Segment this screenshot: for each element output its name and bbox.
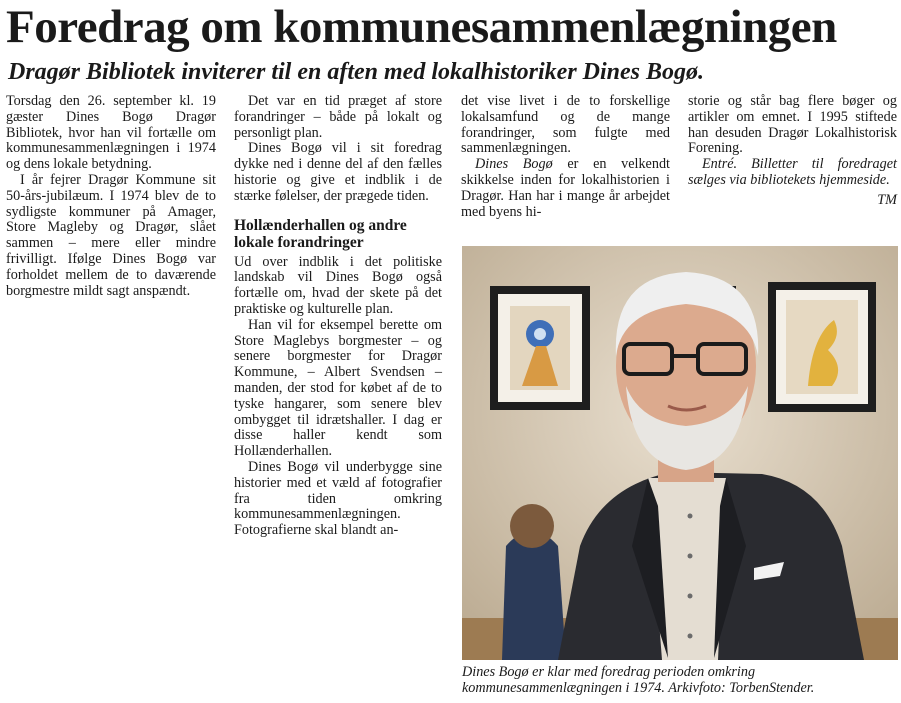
paragraph: Ud over indblik i det politiske landskab vil Dines Bogø også fortælle om, hvad der skete på det praktiske og kulturelle plan. bbox=[234, 253, 442, 317]
article-column-4 bbox=[688, 94, 897, 209]
article-column-3 bbox=[461, 94, 670, 220]
section-subheading: Hollænderhallen og andre lokale forandringer bbox=[234, 216, 407, 251]
photo-caption: Dines Bogø er klar med foredrag perioden omkring kommunesammenlægningen i 1974. Arkivfoto: TorbenStender. bbox=[462, 664, 815, 696]
article-column-2 bbox=[234, 94, 442, 539]
paragraph: det vise livet i de to forskellige lokalsamfund og de mange forandringer, som fulgte med sammenlægningen. bbox=[461, 93, 670, 157]
subheadline: Dragør Bibliotek inviterer til en aften med lokalhistoriker Dines Bogø. bbox=[8, 59, 705, 85]
paragraph: Torsdag den 26. september kl. 19 gæster Dines Bogø Dragør Bibliotek, hvor han vil fortælle om kommunesammenlægningen i 1974 og dens lokale betydning. bbox=[6, 93, 216, 173]
paragraph: storie og står bag flere bøger og artikler om emnet. I 1995 stiftede han desuden Dragør Lokalhistorisk Forening. bbox=[688, 93, 897, 157]
paragraph bbox=[461, 157, 670, 220]
paragraph-text: er en velkendt skikkelse inden for lokalhistorien i Dragør. Han har i mange år arbejdet med byens hi- bbox=[461, 156, 670, 220]
paragraph: Det var en tid præget af store forandringer – både på lokalt og personligt plan. bbox=[234, 93, 442, 141]
person-name: Dines Bogø bbox=[475, 156, 553, 173]
paragraph: Dines Bogø vil underbygge sine historier med et væld af fotografier fra tiden omkring kommunesammenlægningen. Fotografierne skal blandt an- bbox=[234, 458, 442, 539]
paragraph: Dines Bogø vil i sit foredrag dykke ned i denne del af den fælles historie og give et indblik i de stærke følelser, der prægede tiden. bbox=[234, 140, 442, 204]
paragraph: I år fejrer Dragør Kommune sit 50-års-jubilæum. I 1974 blev de to sydligste kommuner på Amager, Store Magleby og Dragør, slået sammen – mere eller mindre frivilligt. Ifølge Dines Bogø var forholdet mellem de to daværende borgmestre mildt sagt anspændt. bbox=[6, 171, 216, 299]
framed-artwork-left bbox=[490, 286, 590, 410]
headline: Foredrag om kommunesammenlægningen bbox=[6, 1, 837, 53]
article-photo bbox=[462, 246, 898, 660]
framed-artwork-right bbox=[768, 282, 876, 412]
article-column-1 bbox=[6, 94, 216, 299]
ticket-info: Entré. Billetter til foredraget sælges via bibliotekets hjemmeside. bbox=[688, 156, 897, 188]
author-signature: TM bbox=[877, 191, 897, 208]
paragraph: Han vil for eksempel berette om Store Maglebys borgmester – og senere borgmester for Dragør Kommune, – Albert Svendsen – manden, der stod for købet af de to tyske hangarer, som senere blev ombygget til idrætshaller. I dag er disse haller kendt som Hollænderhallen. bbox=[234, 316, 442, 460]
